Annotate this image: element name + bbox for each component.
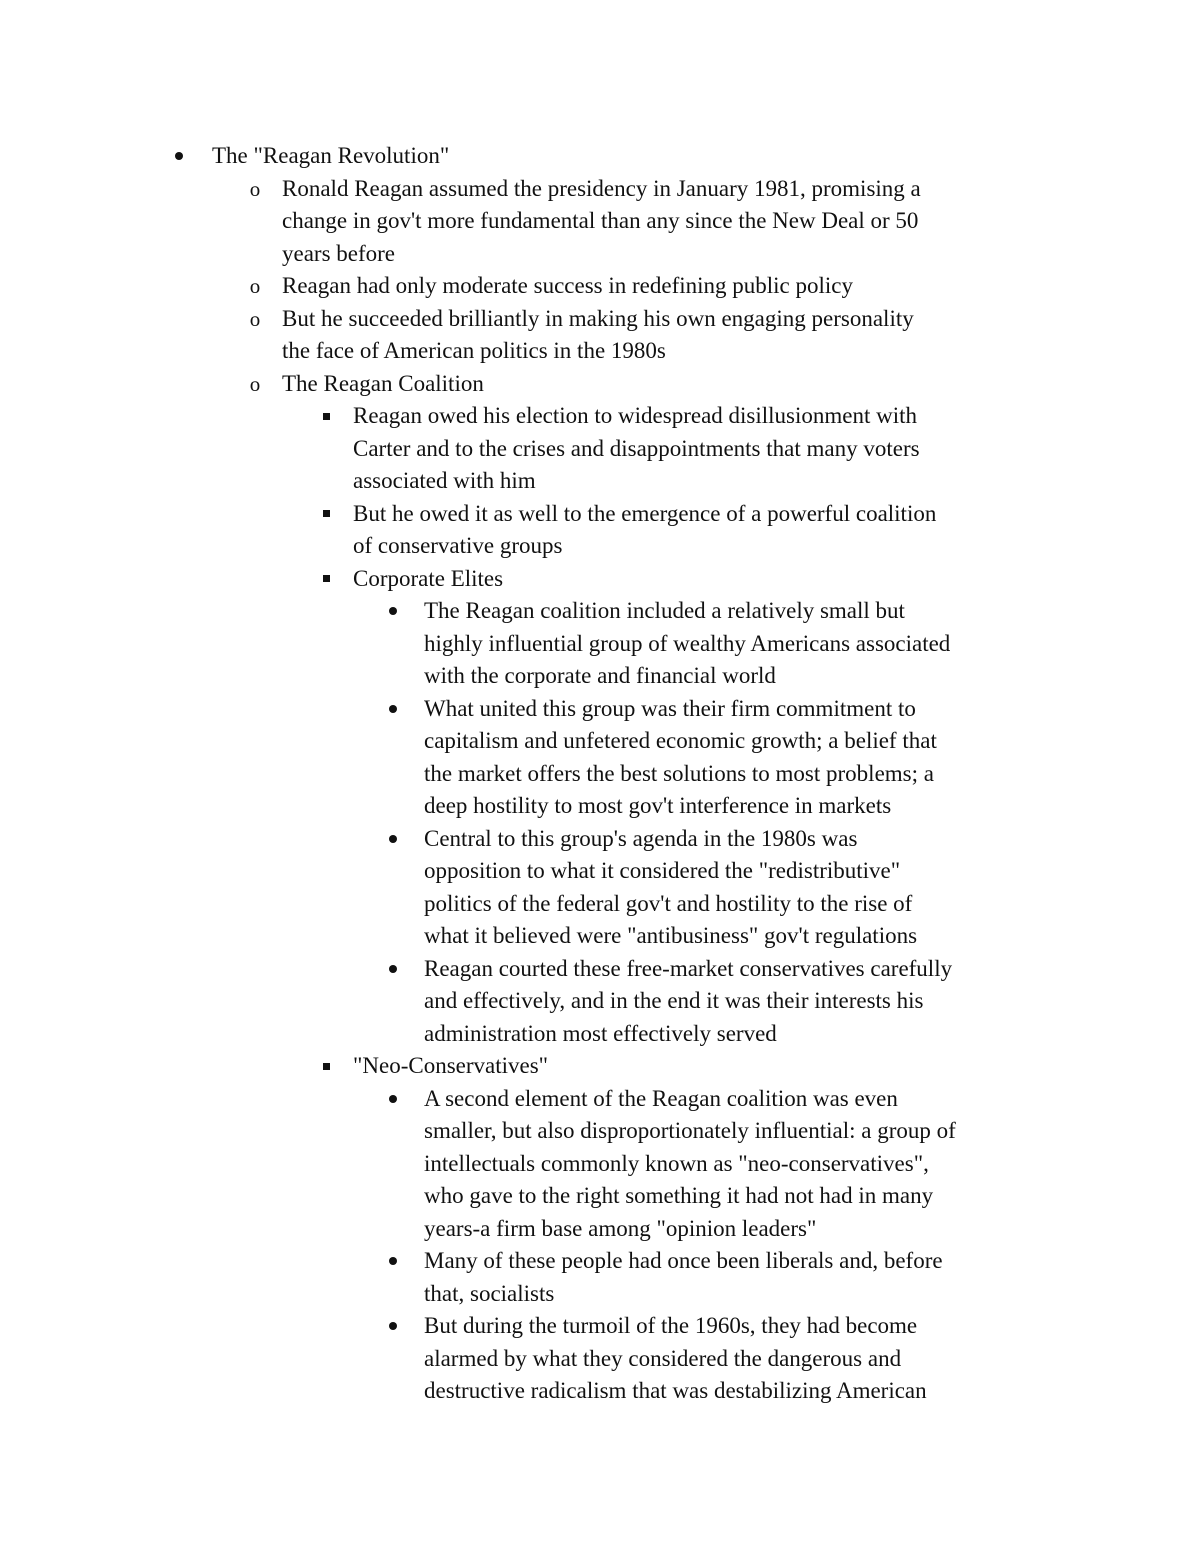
outline-item-text: Ronald Reagan assumed the presidency in January 1981, promising a change in gov't more fundamental than any since the New Deal or 50 years before — [282, 175, 921, 266]
outline-item — [249, 270, 1082, 303]
outline-item — [212, 140, 1092, 173]
bullet-icon — [172, 140, 186, 173]
outline-item — [353, 563, 1073, 596]
square-bullet-icon — [319, 563, 333, 596]
outline-item-text: Reagan courted these free-market conservatives carefully and effectively, and in the end it was their interests his administration most effectively served — [424, 955, 953, 1046]
outline-item — [353, 1050, 1073, 1083]
outline-item — [353, 498, 1073, 563]
outline-item — [249, 368, 1082, 401]
outline-item-text: What united this group was their firm commitment to capitalism and unfetered economic growth; a belief that the market offers the best solutions to most problems; a deep hostility to most gov't interference in markets — [424, 695, 937, 818]
bullet-icon — [386, 1245, 400, 1278]
bullet-icon — [386, 1083, 400, 1116]
outline-item — [424, 693, 1074, 823]
outline-list — [0, 140, 1200, 1408]
circle-bullet-icon: o — [249, 274, 261, 298]
bullet-icon — [386, 595, 400, 628]
outline-item-text: The Reagan coalition included a relatively small but highly influential group of wealthy Americans associated with the corporate and financial world — [424, 598, 951, 688]
outline-item-text: Many of these people had once been liberals and, before that, socialists — [424, 1248, 943, 1306]
square-bullet-icon — [319, 400, 333, 433]
outline-item-text: Corporate Elites — [353, 565, 504, 591]
outline-item-text: Reagan owed his election to widespread disillusionment with Carter and to the crises and disappointments that many voters associated with him — [353, 403, 920, 493]
outline-item — [424, 1310, 1074, 1408]
bullet-icon — [386, 953, 400, 986]
square-bullet-icon — [319, 1050, 333, 1083]
outline-item-text: But he succeeded brilliantly in making his own engaging personality the face of American politics in the 1980s — [282, 305, 914, 363]
square-bullet-icon — [319, 498, 333, 531]
outline-item — [249, 173, 1082, 271]
outline-item — [424, 595, 1074, 693]
bullet-icon — [386, 823, 400, 856]
circle-bullet-icon: o — [249, 176, 261, 201]
bullet-icon — [386, 693, 400, 726]
outline-item — [424, 953, 1074, 1051]
outline-item — [353, 400, 1073, 498]
outline-item-text: But he owed it as well to the emergence of a powerful coalition of conservative groups — [353, 500, 937, 558]
outline-item-text: But during the turmoil of the 1960s, they had become alarmed by what they considered the dangerous and destructive radicalism that was destabilizing American — [424, 1313, 927, 1403]
outline-item — [249, 303, 1082, 368]
outline-item-text: The Reagan Coalition — [282, 370, 484, 396]
outline-item-text: "Neo-Conservatives" — [353, 1053, 549, 1078]
circle-bullet-icon: o — [249, 371, 261, 396]
outline-item — [424, 1083, 1074, 1246]
outline-item-text: The "Reagan Revolution" — [212, 143, 450, 168]
outline-item-text: Reagan had only moderate success in redefining public policy — [282, 273, 853, 298]
outline-item — [424, 823, 1074, 953]
outline-item-text: A second element of the Reagan coalition was even smaller, but also disproportionately influential: a group of intellectuals commonly known as "neo-conservatives", who gave to the right something it had not had in many years-a firm base among "opinion leaders" — [424, 1085, 956, 1241]
outline-item — [424, 1245, 1074, 1310]
circle-bullet-icon: o — [249, 306, 261, 331]
bullet-icon — [386, 1310, 400, 1343]
outline-item-text: Central to this group's agenda in the 1980s was opposition to what it considered the "redistributive" politics of the federal gov't and hostility to the rise of what it believed were "antibusiness" gov't regulations — [424, 825, 918, 948]
